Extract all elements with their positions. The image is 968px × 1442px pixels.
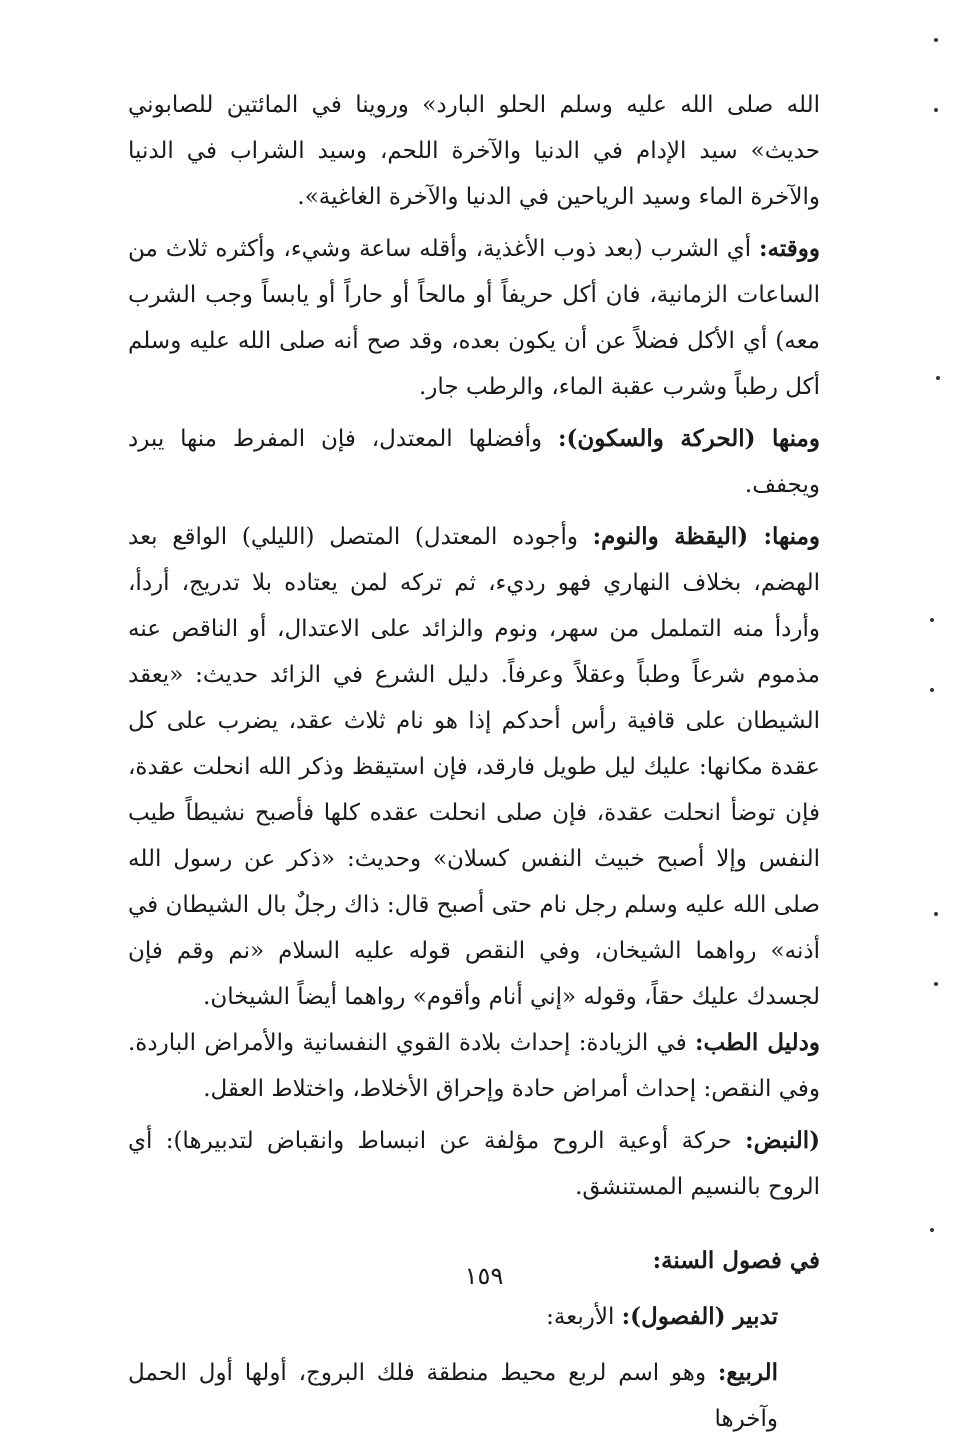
paragraph-1-text: الله صلى الله عليه وسلم الحلو البارد» وروينا في المائتين للصابوني حديث» سيد الإدام في الدنيا والآخرة اللحم، وسيد الشراب في الدنيا والآخرة الماء وسيد الرياحين في الدنيا والآخرة الغاغية». — [128, 92, 820, 210]
paragraph-sleep-lead: ومنها: (اليقظة والنوم: — [592, 523, 820, 550]
page-number: ١٥٩ — [464, 1262, 504, 1290]
paragraph-sleep-text: وأجوده المعتدل) المتصل (الليلي) الواقع بعد الهضم، بخلاف النهاري فهو رديء، ثم تركه لمن يعتاده بلا تدريج، أردأ، وأردأ منه التململ من سهر، ونوم والزائد على الاعتدال، أو الناقص عنه مذموم شرعاً وطباً وعقلاً وعرفاً. دليل الشرع في الزائد حديث: «يعقد الشيطان على قافية رأس أحدكم إذا هو نام ثلاث عقد، يضرب على كل عقدة مكانها: عليك ليل طويل فارقد، فإن استيقظ وذكر الله انحلت عقدة، فإن توضأ انحلت عقدة، فإن صلى انحلت عقده كلها فأصبح نشيطاً طيب النفس وإلا أصبح خبيث النفس كسلان» وحديث: «ذكر عن رسول الله صلى الله عليه وسلم رجل نام حتى أصبح قال: ذاك رجلٌ بال الشيطان في أذنه» رواهما الشيخان، وفي النقص قوله عليه السلام «نم وقم فإن لجسدك عليك حقاً، وقوله «إني أنام وأقوم» رواهما أيضاً الشيخان. — [128, 524, 820, 1010]
paragraph-timing-text: أي الشرب (بعد ذوب الأغذية، وأقله ساعة وشيء، وأكثره ثلاث من الساعات الزمانية، فان أكل حريفاً أو مالحاً أو حاراً أو يابساً وجب الشرب معه) أي الأكل فضلاً عن أن يكون بعده، وقد صح أنه صلى الله عليه وسلم أكل رطباً وشرب عقبة الماء، والرطب جار. — [128, 236, 820, 400]
subheading — [128, 1294, 820, 1340]
paragraph-timing — [128, 226, 820, 410]
scan-speck — [936, 376, 940, 380]
scan-speck — [934, 982, 938, 986]
paragraph-1 — [128, 82, 820, 220]
section-heading: في فصول السنة: — [652, 1247, 820, 1274]
paragraph-pulse-lead: (النبض: — [745, 1127, 820, 1154]
scan-speck — [934, 912, 938, 916]
paragraph-spring — [128, 1350, 820, 1442]
paragraph-pulse-text: حركة أوعية الروح مؤلفة عن انبساط وانقباض لتدبيرها): أي الروح بالنسيم المستنشق. — [128, 1128, 820, 1200]
scan-speck — [930, 618, 934, 622]
scan-speck — [930, 688, 934, 692]
scan-speck — [934, 108, 938, 112]
body-text — [128, 82, 820, 1442]
scan-speck — [934, 38, 938, 42]
paragraph-medicine-lead: ودليل الطب: — [694, 1029, 820, 1056]
subheading-text: الأربعة: — [546, 1304, 622, 1330]
paragraph-timing-lead: ووقته: — [759, 235, 820, 262]
paragraph-pulse — [128, 1118, 820, 1210]
paragraph-movement-text: وأفضلها المعتدل، فإن المفرط منها يبرد ويجفف. — [128, 426, 820, 498]
paragraph-medicine — [128, 1020, 820, 1112]
paragraph-sleep — [128, 514, 820, 1020]
paragraph-movement — [128, 416, 820, 508]
paragraph-movement-lead: ومنها (الحركة والسكون): — [557, 425, 820, 452]
paragraph-spring-lead: الربيع: — [717, 1359, 778, 1386]
scan-speck — [930, 1228, 934, 1232]
subheading-lead: تدبير (الفصول): — [621, 1303, 778, 1330]
paragraph-medicine-text: في الزيادة: إحداث بلادة القوي النفسانية والأمراض الباردة. وفي النقص: إحداث أمراض حادة وإحراق الأخلاط، واختلاط العقل. — [128, 1030, 820, 1102]
paragraph-spring-text: وهو اسم لربع محيط منطقة فلك البروج، أولها أول الحمل وآخرها — [128, 1360, 778, 1432]
